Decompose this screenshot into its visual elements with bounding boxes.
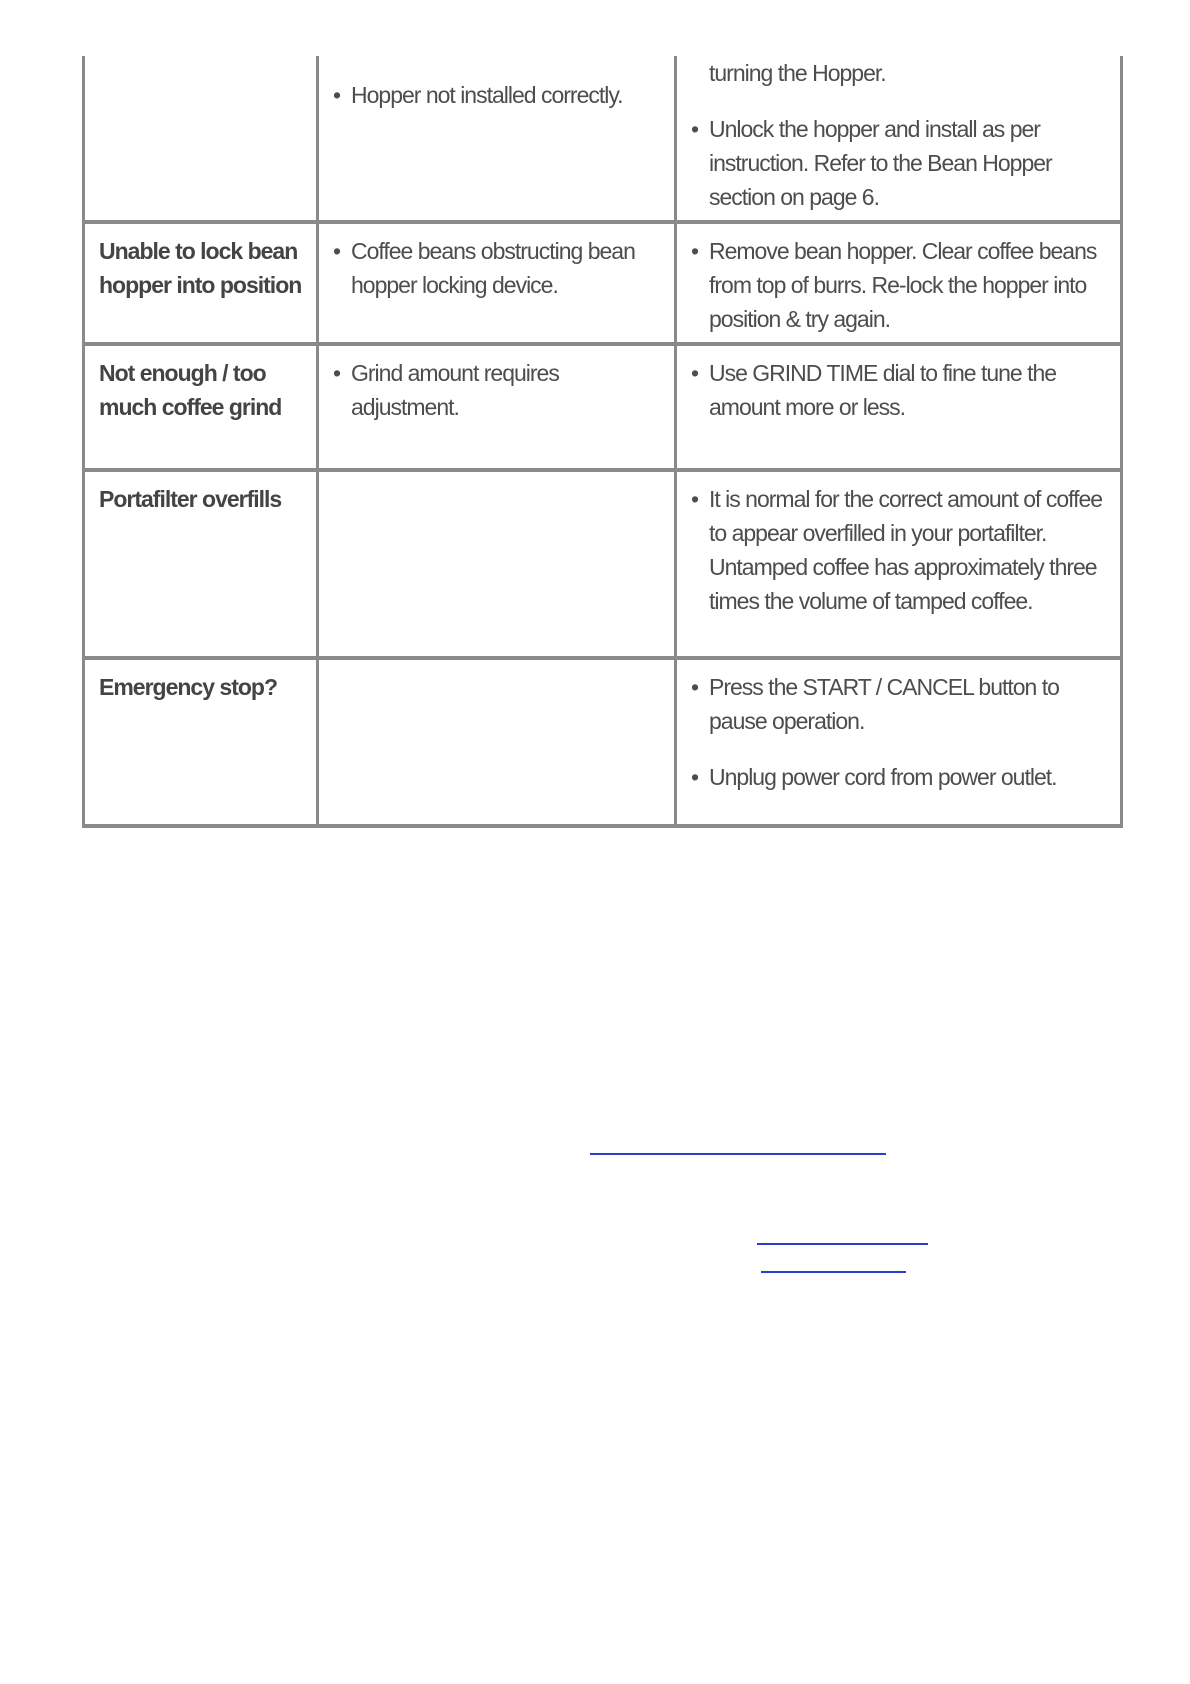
solution-item: • Unplug power cord from power outlet.: [691, 760, 1106, 794]
cause-cell: [318, 222, 676, 344]
troubleshooting-table: [82, 56, 1123, 828]
solution-cell: [676, 658, 1122, 826]
hyperlink-underline[interactable]: [590, 1153, 886, 1155]
solution-cell: [676, 344, 1122, 470]
cause-item: • Grind amount requires adjustment.: [333, 356, 660, 424]
cause-cell: [318, 470, 676, 658]
solution-item: • Unlock the hopper and install as per instruction. Refer to the Bean Hopper section on page 6.: [691, 112, 1106, 214]
cause-cell: [318, 344, 676, 470]
table-row: [84, 222, 1122, 344]
solution-cell: [676, 470, 1122, 658]
problem-cell: Emergency stop?: [84, 658, 318, 826]
problem-cell: Portafilter overfills: [84, 470, 318, 658]
cause-cell: [318, 658, 676, 826]
solution-item: • Remove bean hopper. Clear coffee beans from top of burrs. Re-lock the hopper into position & try again.: [691, 234, 1106, 336]
solution-item: turning the Hopper.: [709, 60, 886, 86]
solution-item: • Use GRIND TIME dial to fine tune the amount more or less.: [691, 356, 1106, 424]
problem-cell: [84, 56, 318, 222]
table-row: [84, 658, 1122, 826]
table-row: [84, 344, 1122, 470]
table-row: [84, 470, 1122, 658]
solution-item: • Press the START / CANCEL button to pause operation.: [691, 670, 1106, 738]
solution-cell: [676, 222, 1122, 344]
cause-item: • Hopper not installed correctly.: [333, 78, 660, 112]
table-row: [84, 56, 1122, 222]
cause-item: • Coffee beans obstructing bean hopper locking device.: [333, 234, 660, 302]
hyperlink-underline[interactable]: [757, 1243, 928, 1245]
problem-cell: Not enough / too much coffee grind: [84, 344, 318, 470]
problem-cell: Unable to lock bean hopper into position: [84, 222, 318, 344]
solution-cell: [676, 56, 1122, 222]
troubleshooting-table-wrap: [82, 56, 1120, 828]
cause-cell: [318, 56, 676, 222]
hyperlink-underline[interactable]: [761, 1271, 906, 1273]
solution-item: • It is normal for the correct amount of coffee to appear overfilled in your portafilter. Untamped coffee has approximately three times the volume of tamped coffee.: [691, 482, 1106, 618]
